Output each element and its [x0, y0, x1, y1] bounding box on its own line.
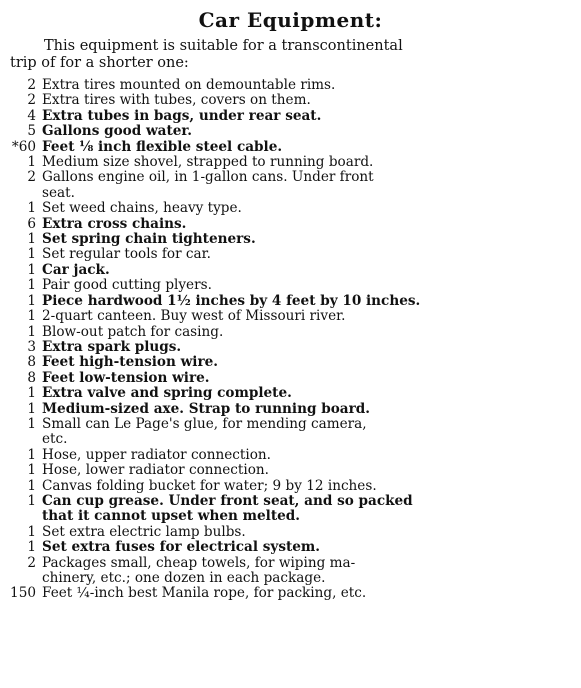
- list-item: [6, 201, 572, 216]
- item-quantity: 1: [27, 292, 36, 309]
- item-quantity: 5: [27, 123, 36, 140]
- list-item: [6, 479, 572, 494]
- item-quantity: 1: [27, 492, 36, 509]
- list-item: [6, 93, 572, 108]
- item-description: Set spring chain tighteners.: [42, 231, 256, 248]
- list-item: [6, 78, 572, 93]
- item-quantity: 1: [27, 277, 36, 294]
- item-description: Set extra fuses for electrical system.: [42, 539, 321, 556]
- item-quantity: 1: [27, 462, 36, 479]
- item-quantity: 2: [27, 92, 36, 109]
- list-item: [6, 325, 572, 340]
- list-item: [6, 170, 572, 201]
- list-item: [6, 494, 572, 525]
- item-description: Extra spark plugs.: [42, 338, 182, 355]
- list-item: [6, 263, 572, 278]
- item-quantity: 1: [27, 261, 36, 278]
- item-quantity: 6: [27, 215, 36, 232]
- item-description: Set weed chains, heavy type.: [42, 200, 242, 217]
- item-description: 2-quart canteen. Buy west of Missouri river.: [42, 308, 346, 325]
- item-description: Medium size shovel, strapped to running board.: [42, 154, 374, 171]
- item-quantity: 1: [27, 415, 36, 432]
- list-item: [6, 540, 572, 555]
- item-description: Canvas folding bucket for water; 9 by 12 inches.: [42, 477, 377, 494]
- item-description: Extra tires with tubes, covers on them.: [42, 92, 311, 109]
- equipment-list: [6, 78, 572, 602]
- item-quantity: 1: [27, 323, 36, 340]
- item-description: Gallons engine oil, in 1-gallon cans. Under front seat.: [42, 169, 374, 201]
- list-item: [6, 124, 572, 139]
- item-quantity: 1: [27, 200, 36, 217]
- item-description: Extra tubes in bags, under rear seat.: [42, 107, 322, 124]
- item-quantity: 1: [27, 477, 36, 494]
- item-description: Hose, lower radiator connection.: [42, 462, 269, 479]
- item-quantity: 3: [27, 338, 36, 355]
- item-description: Car jack.: [42, 261, 110, 278]
- item-quantity: 1: [27, 539, 36, 556]
- item-description: Set extra electric lamp bulbs.: [42, 523, 246, 540]
- item-description: Feet low-tension wire.: [42, 369, 210, 386]
- list-item: [6, 417, 572, 448]
- list-item: [6, 247, 572, 262]
- item-quantity: 1: [27, 523, 36, 540]
- item-description: Extra tires mounted on demountable rims.: [42, 77, 336, 93]
- intro-paragraph: [10, 38, 572, 72]
- list-item: [6, 371, 572, 386]
- item-quantity: 1: [27, 446, 36, 463]
- item-description: Piece hardwood 1½ inches by 4 feet by 10 inches.: [42, 292, 421, 309]
- item-quantity: 2: [27, 77, 36, 93]
- item-description: Medium-sized axe. Strap to running board.: [42, 400, 370, 417]
- item-description: Gallons good water.: [42, 123, 193, 140]
- list-item: [6, 355, 572, 370]
- list-item: [6, 556, 572, 587]
- item-description: Extra cross chains.: [42, 215, 187, 232]
- list-item: [6, 278, 572, 293]
- item-quantity: *60: [11, 138, 36, 155]
- intro-line-2: trip of for a shorter one:: [10, 55, 189, 71]
- item-quantity: 4: [27, 107, 36, 124]
- list-item: [6, 448, 572, 463]
- list-item: [6, 386, 572, 401]
- list-item: [6, 140, 572, 155]
- list-item: [6, 309, 572, 324]
- list-item: [6, 586, 572, 601]
- list-item: [6, 463, 572, 478]
- item-description: Blow-out patch for casing.: [42, 323, 224, 340]
- item-description: Small can Le Page's glue, for mending camera, etc.: [42, 415, 367, 448]
- item-quantity: 1: [27, 231, 36, 248]
- item-description: Feet ¼-inch best Manila rope, for packing, etc.: [42, 585, 367, 602]
- item-quantity: 2: [27, 169, 36, 186]
- item-description: Packages small, cheap towels, for wiping ma- chinery, etc.; one dozen in each package.: [42, 554, 356, 586]
- item-quantity: 150: [10, 585, 36, 602]
- item-quantity: 1: [27, 154, 36, 171]
- item-quantity: 8: [27, 354, 36, 371]
- item-description: Feet ⅛ inch flexible steel cable.: [42, 138, 283, 155]
- item-description: Set regular tools for car.: [42, 246, 211, 263]
- list-item: [6, 109, 572, 124]
- page-title: Car Equipment:: [198, 8, 383, 32]
- item-quantity: 1: [27, 385, 36, 402]
- item-quantity: 1: [27, 246, 36, 263]
- item-quantity: 2: [27, 554, 36, 571]
- list-item: [6, 217, 572, 232]
- item-description: Can cup grease. Under front seat, and so packed that it cannot upset when melted.: [42, 492, 413, 525]
- item-description: Pair good cutting plyers.: [42, 277, 212, 294]
- list-item: [6, 155, 572, 170]
- list-item: [6, 232, 572, 247]
- item-quantity: 1: [27, 400, 36, 417]
- intro-line-1: This equipment is suitable for a transcontinental: [44, 38, 403, 54]
- list-item: [6, 525, 572, 540]
- list-item: [6, 340, 572, 355]
- item-quantity: 8: [27, 369, 36, 386]
- list-item: [6, 402, 572, 417]
- item-description: Feet high-tension wire.: [42, 354, 219, 371]
- item-description: Extra valve and spring complete.: [42, 385, 292, 402]
- item-quantity: 1: [27, 308, 36, 325]
- list-item: [6, 294, 572, 309]
- item-description: Hose, upper radiator connection.: [42, 446, 271, 463]
